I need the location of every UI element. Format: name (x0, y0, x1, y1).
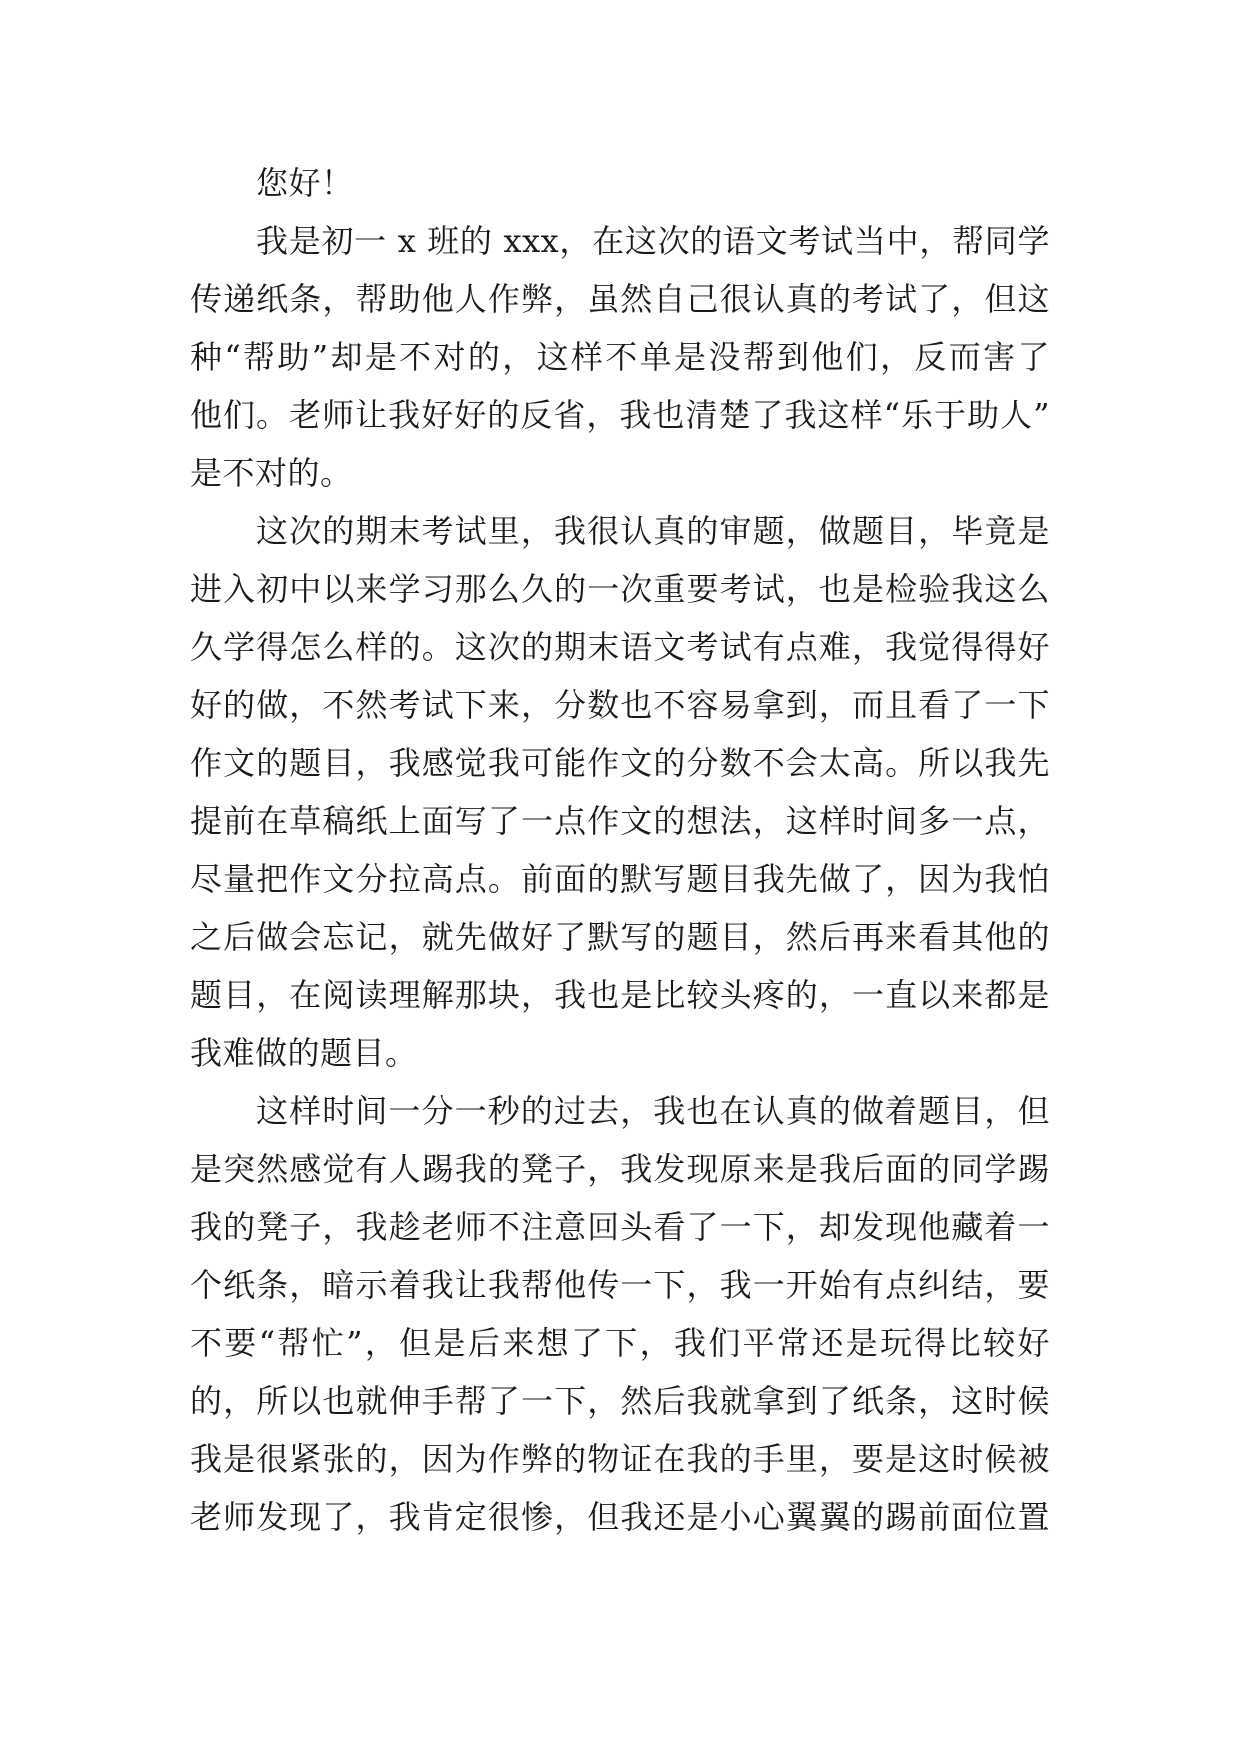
text-line: 老师发现了，我肯定很惨，但我还是小心翼翼的踢前面位置 (190, 1498, 1050, 1536)
text-line: 久学得怎么样的。这次的期末语文考试有点难，我觉得得好 (190, 628, 1050, 666)
letter-body (190, 154, 1050, 1546)
text-line: 传递纸条，帮助他人作弊，虽然自己很认真的考试了，但这 (190, 280, 1050, 318)
text-line: 我是初一 x 班的 xxx，在这次的语文考试当中，帮同学 (256, 222, 1050, 260)
text-line: 我难做的题目。 (190, 1034, 418, 1072)
text-line: 他们。老师让我好好的反省，我也清楚了我这样“乐于助人” (190, 396, 1050, 434)
text-line: 之后做会忘记，就先做好了默写的题目，然后再来看其他的 (190, 918, 1050, 956)
text-line: 是突然感觉有人踢我的凳子，我发现原来是我后面的同学踢 (190, 1150, 1050, 1188)
text-line: 我的凳子，我趁老师不注意回头看了一下，却发现他藏着一 (190, 1208, 1050, 1246)
text-line: 是不对的。 (190, 454, 353, 492)
text-line: 的，所以也就伸手帮了一下，然后我就拿到了纸条，这时候 (190, 1382, 1050, 1420)
greeting-line: 您好！ (256, 164, 354, 202)
text-line: 提前在草稿纸上面写了一点作文的想法，这样时间多一点， (190, 802, 1050, 840)
text-line: 进入初中以来学习那么久的一次重要考试，也是检验我这么 (190, 570, 1050, 608)
text-line: 不要“帮忙”，但是后来想了下，我们平常还是玩得比较好 (190, 1324, 1050, 1362)
text-line: 我是很紧张的，因为作弊的物证在我的手里，要是这时候被 (190, 1440, 1050, 1478)
text-line: 题目，在阅读理解那块，我也是比较头疼的，一直以来都是 (190, 976, 1050, 1014)
text-line: 作文的题目，我感觉我可能作文的分数不会太高。所以我先 (190, 744, 1050, 782)
text-line: 个纸条，暗示着我让我帮他传一下，我一开始有点纠结，要 (190, 1266, 1050, 1304)
text-line: 好的做，不然考试下来，分数也不容易拿到，而且看了一下 (190, 686, 1050, 724)
text-line: 这次的期末考试里，我很认真的审题，做题目，毕竟是 (256, 512, 1050, 550)
text-line: 这样时间一分一秒的过去，我也在认真的做着题目，但 (256, 1092, 1050, 1130)
text-line: 种“帮助”却是不对的，这样不单是没帮到他们，反而害了 (190, 338, 1050, 376)
text-line: 尽量把作文分拉高点。前面的默写题目我先做了，因为我怕 (190, 860, 1050, 898)
